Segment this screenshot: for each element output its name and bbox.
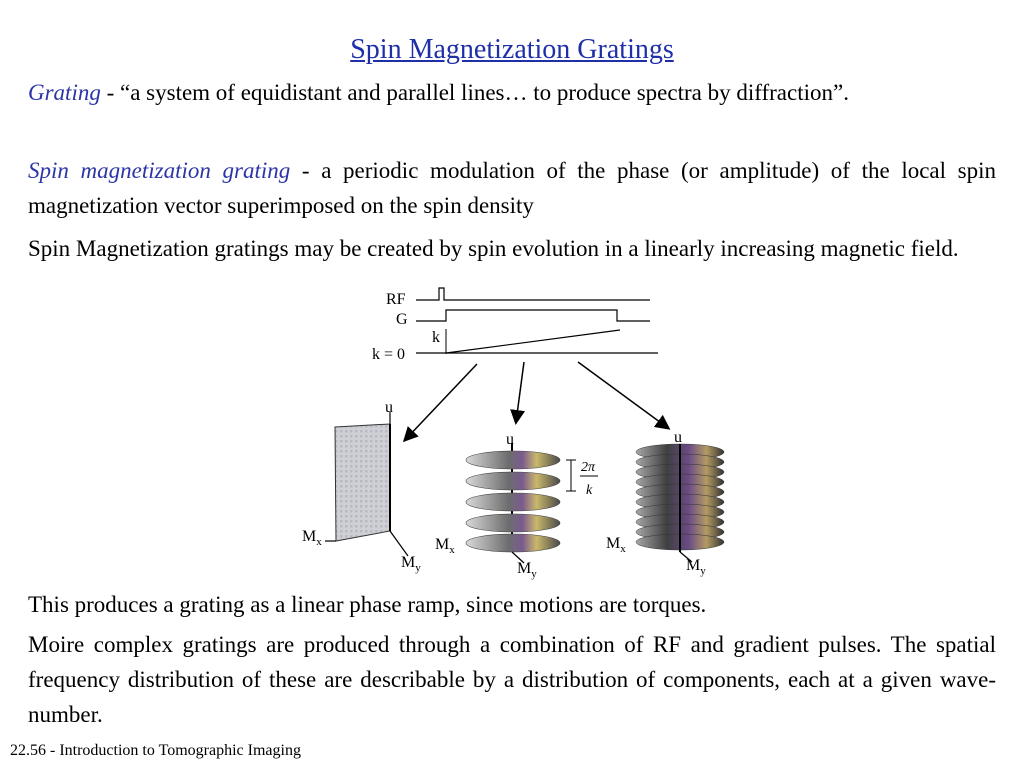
rf-label: RF [386, 291, 406, 308]
spin-grating-term: Spin magnetization grating [28, 158, 291, 183]
u-axis-label-middle: u [506, 431, 514, 448]
rf-pulse-line [416, 288, 650, 300]
my-label-left: $M_y$ [401, 554, 421, 574]
helix-grating-panel [466, 443, 560, 563]
slide-footer: 22.56 - Introduction to Tomographic Imaging [10, 742, 301, 759]
uniform-magnetization-panel [325, 412, 408, 556]
k-label: k [432, 329, 440, 346]
grating-definition-text: - “a system of equidistant and parallel lines… to produce spectra by diffraction”. [100, 80, 849, 105]
period-denominator: k [586, 483, 593, 498]
period-numerator: 2π [581, 460, 596, 475]
gradient-line [416, 310, 650, 321]
arrow-middle [516, 362, 524, 422]
u-axis-label-right: u [674, 429, 682, 446]
moire-paragraph: Moire complex gratings are produced through a combination of RF and gradient pulses. The spatial frequency distribution of these are describable by a distribution of components, each at a given wave-number. [28, 632, 996, 727]
phase-ramp-paragraph: This produces a grating as a linear phase ramp, since motions are torques. [28, 592, 707, 617]
my-label-middle: $M_y$ [517, 560, 537, 580]
spin-grating-definition-text: - a periodic modulation of the phase (or amplitude) of the local spin magnetization vector superimposed on the spin density [28, 158, 997, 218]
k-zero-label: k = 0 [372, 346, 406, 363]
slide-title: Spin Magnetization Gratings [350, 34, 674, 65]
g-label: G [396, 311, 408, 328]
arrow-left [405, 364, 477, 440]
mx-label-left: $M_x$ [302, 528, 322, 548]
mx-label-middle: $M_x$ [435, 536, 455, 556]
grating-term: Grating [28, 80, 101, 105]
k-ramp-line [446, 330, 620, 353]
arrow-right [578, 362, 668, 428]
my-label-right: $M_y$ [686, 557, 706, 577]
creation-paragraph: Spin Magnetization gratings may be created by spin evolution in a linearly increasing magnetic field. [28, 236, 959, 261]
u-axis-label-left: u [385, 399, 393, 416]
mx-label-right: $M_x$ [606, 535, 626, 555]
dense-grating-panel [636, 444, 724, 562]
